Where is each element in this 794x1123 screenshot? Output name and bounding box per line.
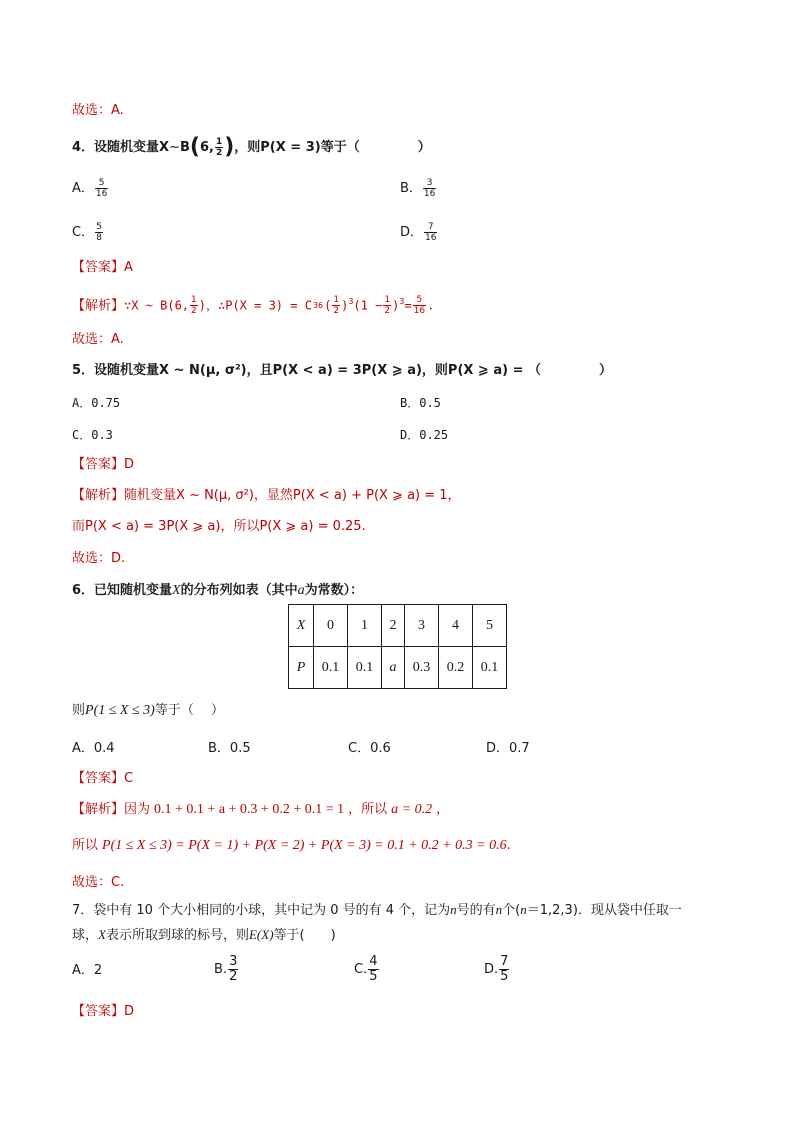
- q4-choose: 故选：A.: [72, 332, 124, 347]
- q5-option-c: C．0.3: [72, 428, 113, 442]
- q6-analysis-1: 【解析】因为 0.1 + 0.1 + a + 0.3 + 0.2 + 0.1 = 1 ，所以 a = 0.2 ，: [72, 802, 450, 817]
- table-cell: 0: [314, 605, 348, 647]
- q6-option-c: C．0.6: [348, 741, 391, 756]
- distribution-table: [288, 604, 507, 689]
- table-cell: 4: [439, 605, 473, 647]
- q5-option-b: B．0.5: [400, 396, 441, 410]
- q6-option-b: B．0.5: [208, 741, 251, 756]
- table-cell: 5: [473, 605, 507, 647]
- q6-stem: 6．已知随机变量X的分布列如表（其中a为常数）：: [72, 583, 364, 598]
- q7-option-c: C. $\frac{4}{5}$: [354, 954, 378, 984]
- q4-option-c: C． $\frac{5}{8}$: [72, 222, 102, 243]
- q5-option-a: A．0.75: [72, 396, 121, 410]
- q5-option-d: D．0.25: [400, 428, 449, 442]
- q4-option-b: B． $\frac{3}{16}$: [400, 178, 436, 199]
- q3-choose: 故选：A.: [72, 103, 124, 118]
- q7-option-d: D. $\frac{7}{5}$: [484, 954, 509, 984]
- q5-choose: 故选：D.: [72, 551, 126, 566]
- table-cell: 2: [382, 605, 405, 647]
- table-cell: 1: [348, 605, 382, 647]
- q7-stem-line2: 球，X表示所取到球的标号，则E(X)等于( ): [72, 927, 336, 943]
- q6-analysis-2: 所以 P(1 ≤ X ≤ 3) = P(X = 1) + P(X = 2) + P(X = 3) = 0.1 + 0.2 + 0.3 = 0.6.: [72, 838, 511, 853]
- q6-question: 则P(1 ≤ X ≤ 3)等于（ ）: [72, 703, 224, 718]
- q6-option-d: D．0.7: [486, 741, 530, 756]
- q7-option-a: A．2: [72, 963, 103, 978]
- q6-choose: 故选：C.: [72, 875, 125, 890]
- q4-option-d: D． $\frac{7}{16}$: [400, 222, 437, 243]
- table-row-x: [289, 605, 507, 647]
- table-cell: 0.1: [473, 647, 507, 689]
- table-cell: a: [382, 647, 405, 689]
- q4-answer: 【答案】A: [72, 260, 133, 275]
- table-cell: P: [289, 647, 314, 689]
- q5-analysis-2: 而P(X < a) = 3P(X ⩾ a)，所以P(X ⩾ a) = 0.25.: [72, 519, 366, 534]
- table-row-p: [289, 647, 507, 689]
- q5-stem: 5．设随机变量X ~ N(μ, σ²)，且P(X < a) = 3P(X ⩾ a)，则P(X ⩾ a) = （ ）: [72, 363, 613, 378]
- q7-stem-line1: 7．袋中有 10 个大小相同的小球，其中记为 0 号的有 4 个，记为n号的有n个(n＝1,2,3)．现从袋中任取一: [72, 902, 682, 918]
- table-cell: 3: [405, 605, 439, 647]
- table-cell: 0.1: [348, 647, 382, 689]
- q4-analysis: 【解析】∵X ~ B(6, $\frac{1}{2}$ )，∴P(X = 3) = C36( $\frac{1}{2}$ )$^3$(1 − $\frac{1}{2}$ )$^3$= $\frac{5}{16}$ .: [72, 295, 435, 317]
- q7-answer: 【答案】D: [72, 1004, 135, 1019]
- table-cell: 0.3: [405, 647, 439, 689]
- q5-analysis-1: 【解析】随机变量X ~ N(μ, σ²)，显然P(X < a) + P(X ⩾ a) = 1，: [72, 488, 461, 503]
- table-cell: X: [289, 605, 314, 647]
- q6-option-a: A．0.4: [72, 741, 115, 756]
- q7-option-b: B. $\frac{3}{2}$: [214, 954, 238, 984]
- table-cell: 0.2: [439, 647, 473, 689]
- q4-stem: 4．设随机变量X~B(6, $\frac{1}{2}$ )，则P(X = 3)等于（ ）: [72, 134, 431, 160]
- q6-answer: 【答案】C: [72, 771, 134, 786]
- q5-answer: 【答案】D: [72, 457, 135, 472]
- table-cell: 0.1: [314, 647, 348, 689]
- q4-option-a: A． $\frac{5}{16}$: [72, 178, 108, 199]
